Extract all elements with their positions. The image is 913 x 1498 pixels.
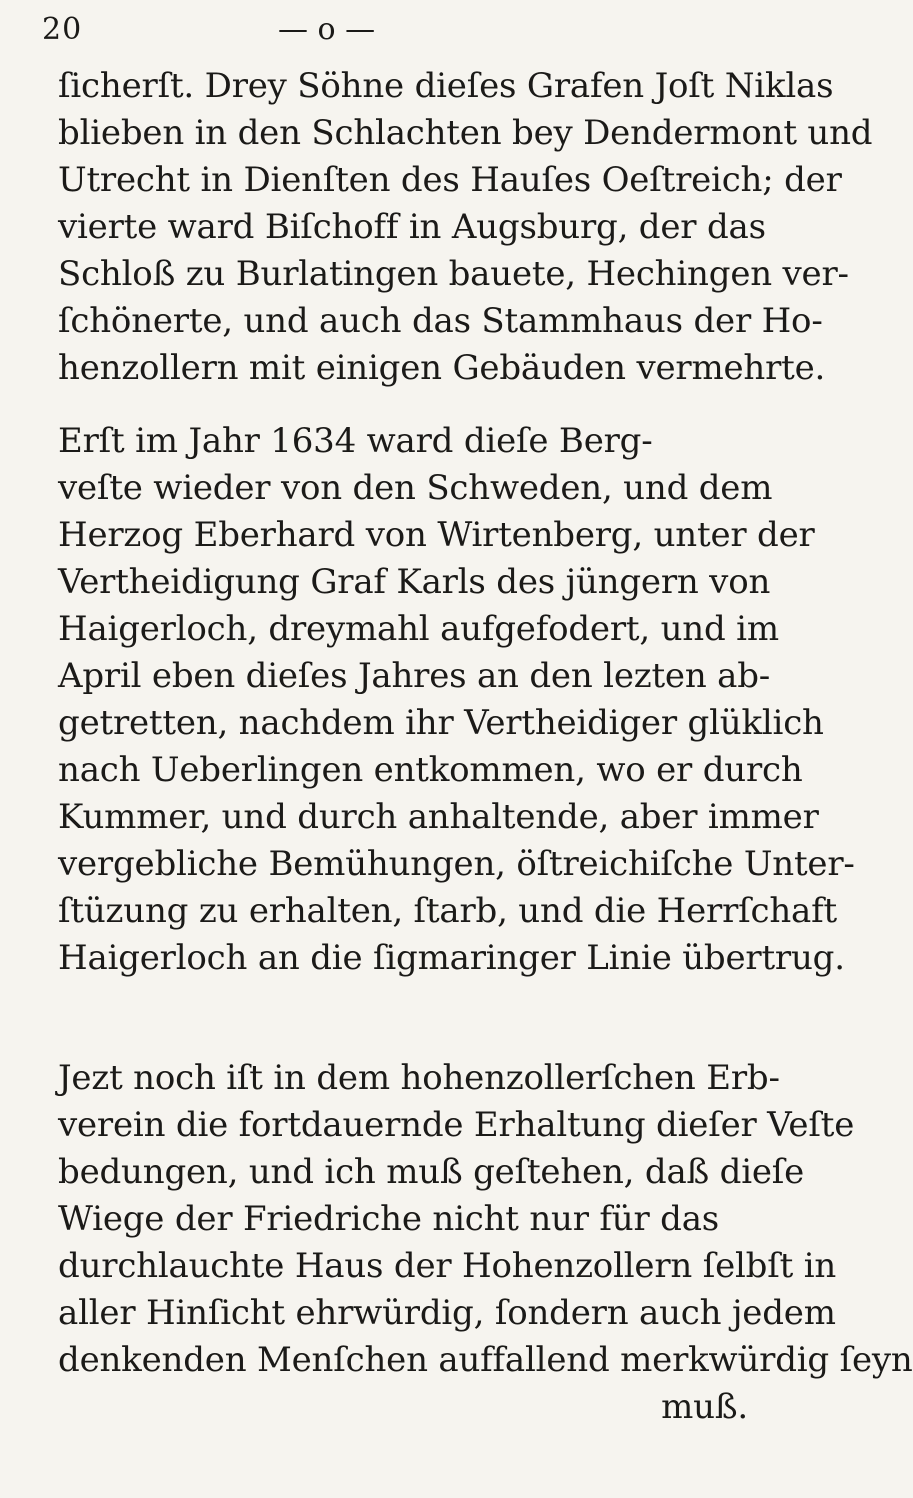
text-line: denkenden Menſchen auffallend merkwürdig ſeyn <box>58 1340 913 1380</box>
text-line: vergebliche Bemühungen, öſtreichiſche Unter- <box>58 844 855 884</box>
catchword: muß. <box>661 1387 748 1427</box>
text-line: Haigerloch an die ſigmaringer Linie übertrug. <box>58 938 845 978</box>
text-line: bedungen, und ich muß geſtehen, daß dieſe <box>58 1152 805 1192</box>
text-line: Utrecht in Dienſten des Hauſes Oeſtreich; der <box>58 160 842 200</box>
text-line: Haigerloch, dreymahl aufgefodert, und im <box>58 609 779 649</box>
paragraph-3 <box>58 1055 913 1431</box>
text-line: April eben dieſes Jahres an den lezten ab- <box>58 656 771 696</box>
text-line: Jezt noch iſt in dem hohenzollerſchen Erb- <box>58 1058 780 1098</box>
paragraph-gap <box>58 1029 784 1055</box>
text-line: ſchönerte, und auch das Stammhaus der Ho- <box>58 301 823 341</box>
folio-ornament: — o — <box>278 12 376 47</box>
body-text <box>58 63 913 1431</box>
paragraph-1 <box>58 63 873 392</box>
paragraph-2 <box>58 418 855 1029</box>
text-line: Wiege der Friedriche nicht nur für das <box>58 1199 720 1239</box>
text-line: Vertheidigung Graf Karls des jüngern von <box>58 562 771 602</box>
text-line: veſte wieder von den Schweden, und dem <box>58 468 773 508</box>
text-line: verein die fortdauernde Erhaltung dieſer Veſte <box>58 1105 855 1145</box>
text-line: Herzog Eberhard von Wirtenberg, unter der <box>58 515 815 555</box>
text-line: henzollern mit einigen Gebäuden vermehrte. <box>58 348 826 388</box>
text-line: nach Ueberlingen entkommen, wo er durch <box>58 750 803 790</box>
text-line: Schloß zu Burlatingen bauete, Hechingen ver- <box>58 254 849 294</box>
text-line: blieben in den Schlachten bey Dendermont und <box>58 113 873 153</box>
text-line: vierte ward Biſchoff in Augsburg, der das <box>58 207 766 247</box>
text-line: Kummer, und durch anhaltende, aber immer <box>58 797 819 837</box>
text-line: getretten, nachdem ihr Vertheidiger glüklich <box>58 703 824 743</box>
paragraph-gap <box>58 392 784 418</box>
text-line: Erſt im Jahr 1634 ward dieſe Berg- <box>58 421 653 461</box>
text-line <box>58 982 784 1029</box>
page-header <box>42 10 762 50</box>
text-line: ſicherſt. Drey Söhne dieſes Grafen Joſt Niklas <box>58 66 834 106</box>
text-line: durchlauchte Haus der Hohenzollern ſelbſt in <box>58 1246 837 1286</box>
text-line: aller Hinſicht ehrwürdig, ſondern auch jedem <box>58 1293 836 1333</box>
text-line: ſtüzung zu erhalten, ſtarb, und die Herrſchaft <box>58 891 837 931</box>
page-number: 20 <box>42 12 83 47</box>
